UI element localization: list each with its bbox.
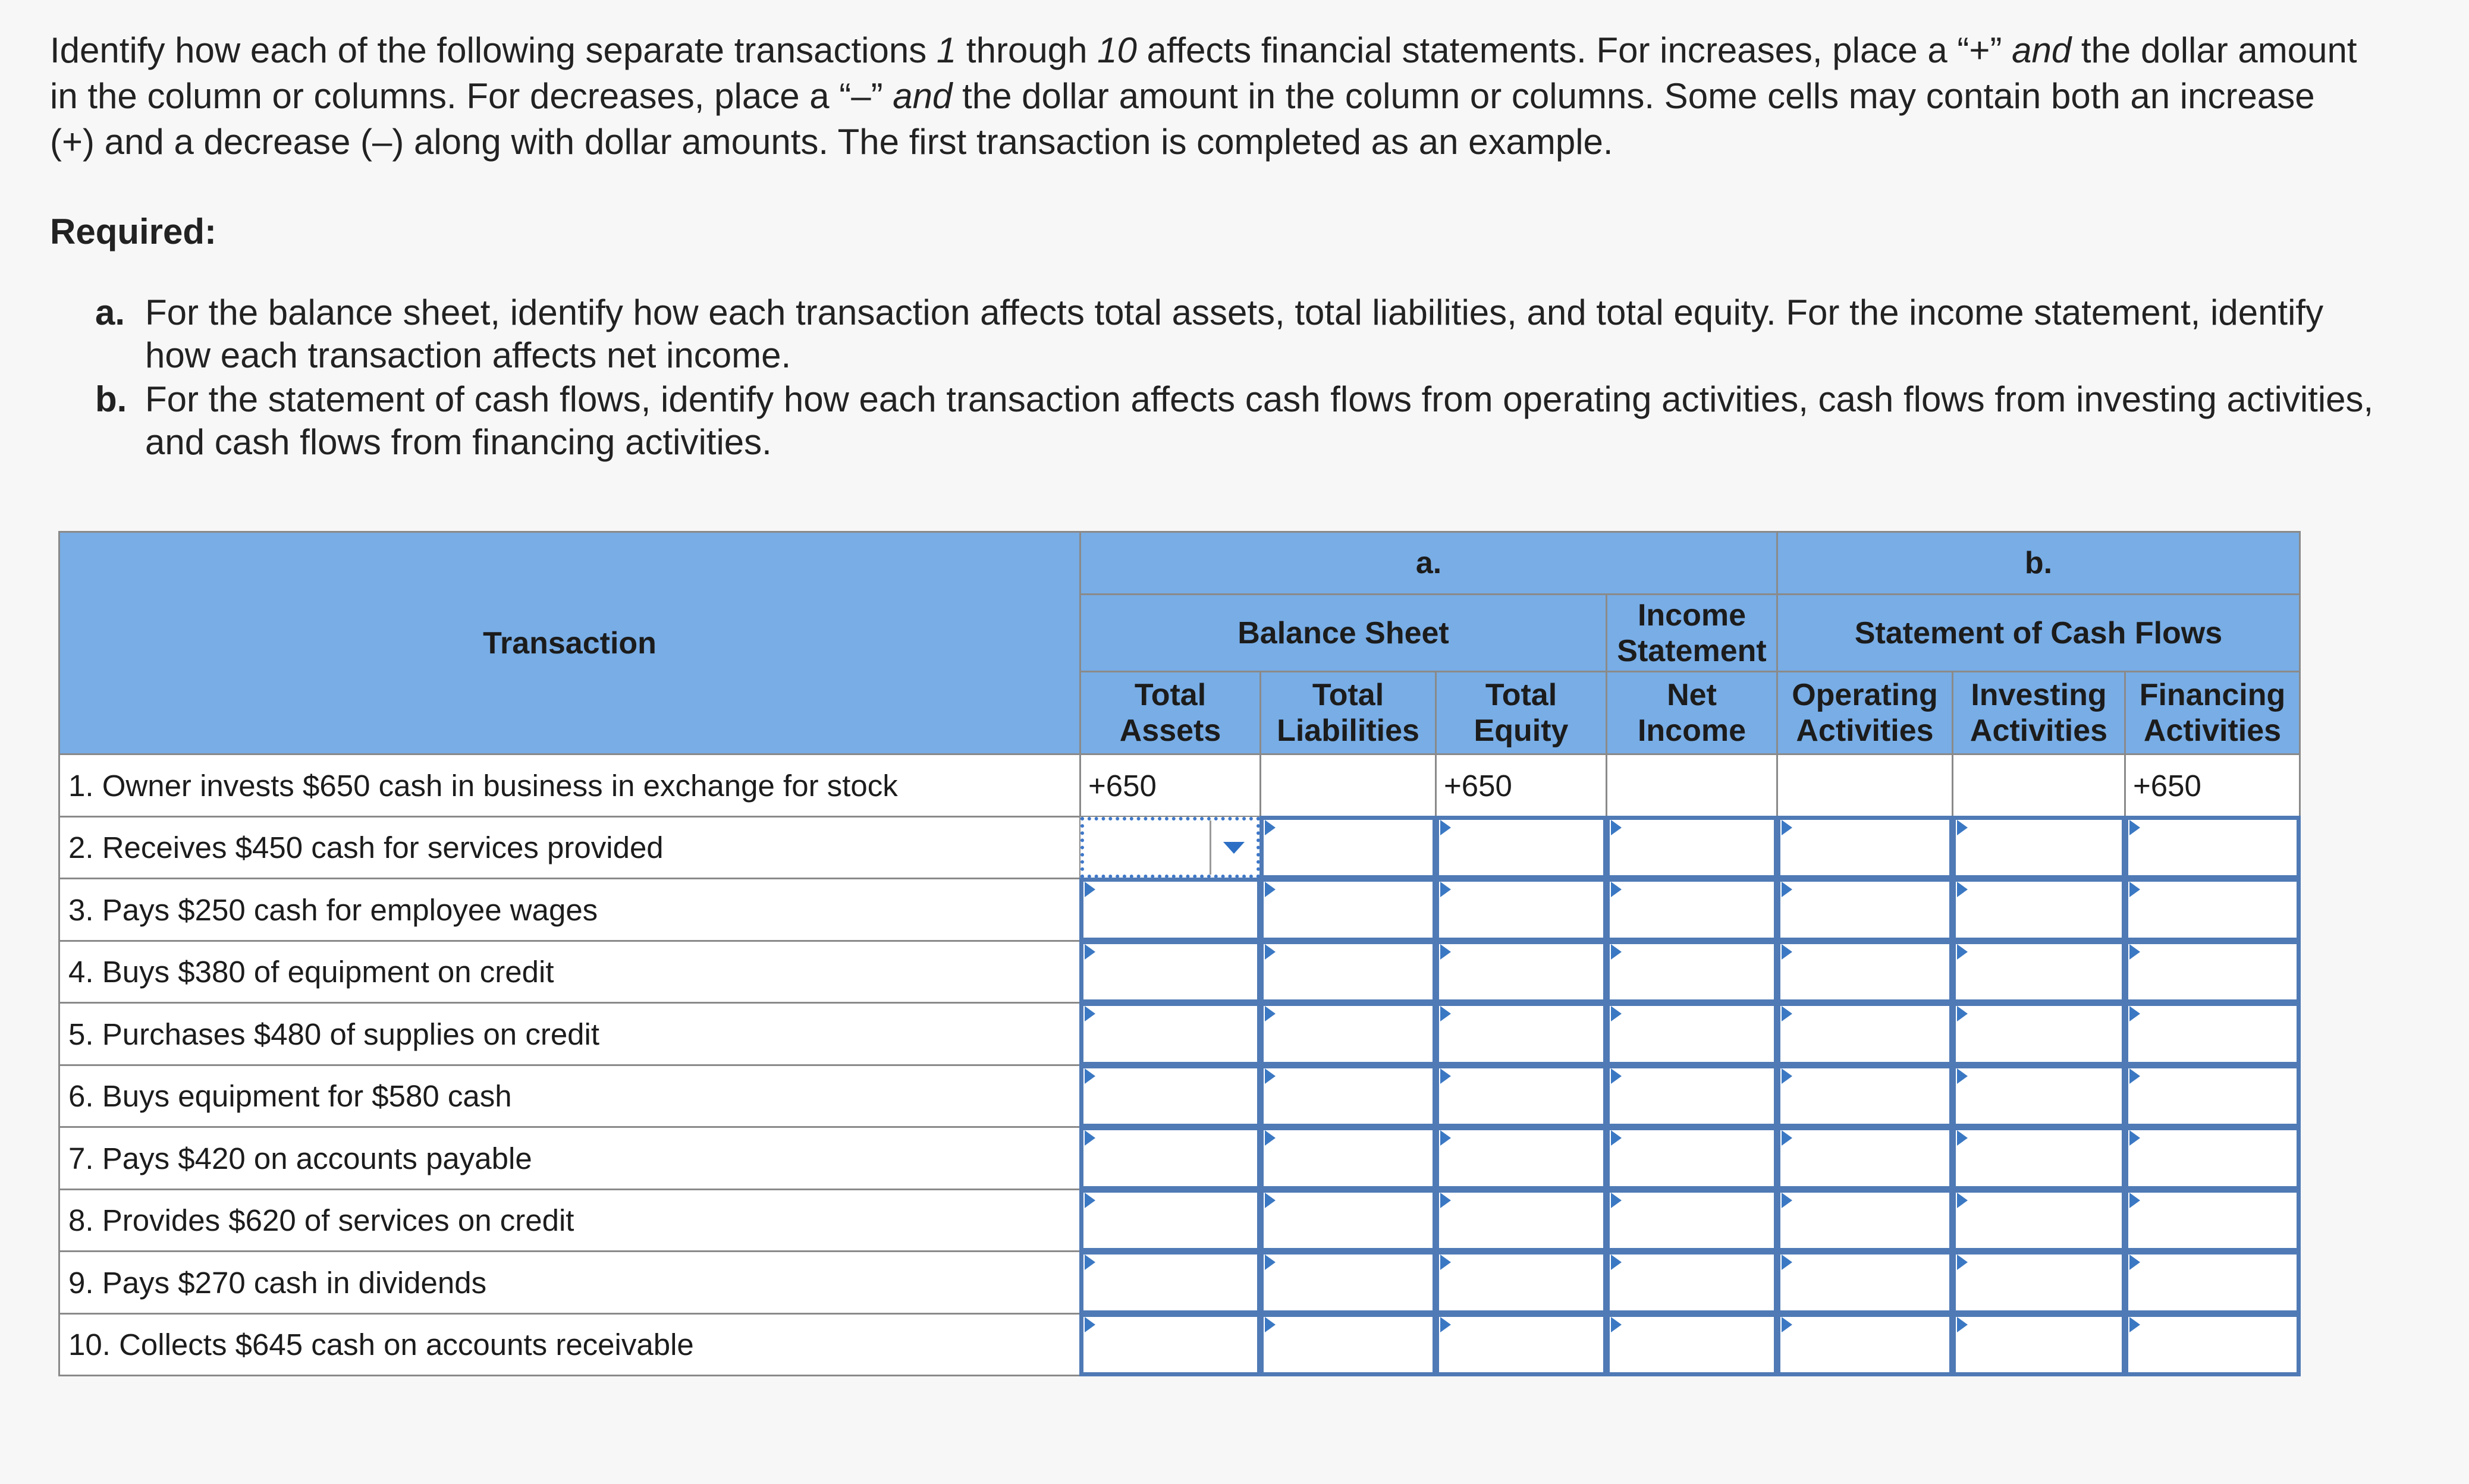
net-income-header-text: Net Income xyxy=(1637,678,1746,748)
total-equity-input[interactable] xyxy=(1435,878,1607,942)
net-income-input[interactable] xyxy=(1606,1189,1778,1252)
net-income-input[interactable] xyxy=(1606,878,1778,942)
transaction-label xyxy=(58,940,1081,1004)
total-equity-input[interactable] xyxy=(1435,1189,1607,1252)
financing-activities-input[interactable] xyxy=(2124,1126,2301,1190)
total-assets-input[interactable] xyxy=(1079,1064,1261,1128)
transaction-label-text: 9. Pays $270 cash in dividends xyxy=(68,1265,487,1300)
group-a-header-text: a. xyxy=(1415,546,1442,580)
transaction-label xyxy=(58,816,1081,879)
operating-activities-input[interactable] xyxy=(1776,1189,1953,1252)
investing-activities-input[interactable] xyxy=(1952,816,2126,879)
investing-activities-input[interactable] xyxy=(1952,940,2126,1004)
requirement-text: For the balance sheet, identify how each transaction affects total assets, total liabilities, and total equity. For the income statement, identify how each transaction affects net income. xyxy=(145,293,2324,375)
total-equity-header xyxy=(1435,671,1607,755)
transaction-header-text: Transaction xyxy=(483,625,656,661)
total-assets-input[interactable] xyxy=(1079,1126,1261,1190)
operating-activities-input[interactable] xyxy=(1776,1064,1953,1128)
net-income-input[interactable] xyxy=(1606,940,1778,1004)
income-statement-header-text: Income Statement xyxy=(1617,598,1767,668)
transaction-label-text: 3. Pays $250 cash for employee wages xyxy=(68,892,598,927)
transaction-label-text: 2. Receives $450 cash for services provided xyxy=(68,831,664,864)
total-assets-input[interactable] xyxy=(1079,1189,1261,1252)
investing-activities-input[interactable] xyxy=(1952,1064,2126,1128)
operating-activities-input[interactable] xyxy=(1776,1002,1953,1066)
cash-flows-header xyxy=(1776,593,2301,672)
transaction-label-text: 1. Owner invests $650 cash in business in exchange for stock xyxy=(68,768,898,803)
total-liabilities-header-text: Total Liabilities xyxy=(1277,678,1419,748)
total-equity-input[interactable] xyxy=(1435,1313,1607,1376)
transaction-header xyxy=(58,531,1081,755)
total-equity-value-text: +650 xyxy=(1444,768,1512,803)
total-assets-value xyxy=(1079,753,1261,818)
investing-activities-header xyxy=(1952,671,2126,755)
financing-activities-input[interactable] xyxy=(2124,1189,2301,1252)
total-assets-dropdown[interactable] xyxy=(1080,817,1260,878)
transaction-label xyxy=(58,1126,1081,1190)
requirement-text: For the statement of cash flows, identify how each transaction affects cash flows from operating activities, cash flows from investing activities, and cash flows from financing activities. xyxy=(145,379,2374,462)
transaction-label xyxy=(58,1002,1081,1066)
instructions-part: affects financial statements. For increases, place a “+” xyxy=(1136,30,2012,70)
transaction-label-text: 7. Pays $420 on accounts payable xyxy=(68,1141,532,1175)
transaction-label-text: 8. Provides $620 of services on credit xyxy=(68,1203,574,1237)
operating-activities-input[interactable] xyxy=(1776,1250,1953,1315)
total-liabilities-input[interactable] xyxy=(1259,1250,1437,1315)
required-heading: Required: xyxy=(50,212,217,251)
instructions-part: 1 xyxy=(936,30,957,70)
financing-activities-input[interactable] xyxy=(2124,1064,2301,1128)
net-income-input[interactable] xyxy=(1606,1126,1778,1190)
net-income-value xyxy=(1606,753,1778,818)
instructions-part: through xyxy=(956,30,1098,70)
investing-activities-input[interactable] xyxy=(1952,1189,2126,1252)
total-equity-input[interactable] xyxy=(1435,816,1607,879)
total-equity-value xyxy=(1435,753,1607,818)
total-assets-input[interactable] xyxy=(1079,940,1261,1004)
investing-activities-input[interactable] xyxy=(1952,1250,2126,1315)
group-a-header xyxy=(1079,531,1778,595)
total-liabilities-input[interactable] xyxy=(1259,1064,1437,1128)
total-assets-value-text: +650 xyxy=(1088,768,1157,803)
transaction-label xyxy=(58,1064,1081,1128)
instructions-part: and xyxy=(2012,30,2072,70)
investing-activities-input[interactable] xyxy=(1952,878,2126,942)
financing-activities-input[interactable] xyxy=(2124,940,2301,1004)
net-income-input[interactable] xyxy=(1606,1313,1778,1376)
investing-activities-header-text: Investing Activities xyxy=(1969,678,2108,748)
requirement-label: a. xyxy=(95,293,125,332)
total-assets-input[interactable] xyxy=(1079,1250,1261,1315)
total-equity-input[interactable] xyxy=(1435,1064,1607,1128)
total-liabilities-input[interactable] xyxy=(1259,816,1437,879)
total-equity-input[interactable] xyxy=(1435,1002,1607,1066)
total-assets-header-text: Total Assets xyxy=(1119,678,1221,748)
transaction-label xyxy=(58,1189,1081,1252)
financing-activities-input[interactable] xyxy=(2124,1313,2301,1376)
operating-activities-header xyxy=(1776,671,1953,755)
financing-activities-input[interactable] xyxy=(2124,878,2301,942)
total-equity-header-text: Total Equity xyxy=(1474,678,1569,748)
operating-activities-input[interactable] xyxy=(1776,940,1953,1004)
financing-activities-input[interactable] xyxy=(2124,816,2301,879)
investing-activities-input[interactable] xyxy=(1952,1313,2126,1376)
financing-activities-value xyxy=(2124,753,2301,818)
balance-sheet-header xyxy=(1079,593,1607,672)
instructions-part: Identify how each of the following separate transactions xyxy=(50,30,937,70)
balance-sheet-header-text: Balance Sheet xyxy=(1237,615,1449,650)
financing-activities-header-text: Financing Activities xyxy=(2139,678,2286,748)
transaction-label-text: 5. Purchases $480 of supplies on credit xyxy=(68,1017,600,1051)
transaction-label-text: 4. Buys $380 of equipment on credit xyxy=(68,955,554,989)
financing-activities-input[interactable] xyxy=(2124,1250,2301,1315)
net-income-input[interactable] xyxy=(1606,1064,1778,1128)
instructions-part: the dollar amount in the column or columns. Some cells may contain both an increase (+) and a decrease (–) along with dollar amounts. The first transaction is completed as an example. xyxy=(50,76,2315,162)
financing-activities-input[interactable] xyxy=(2124,1002,2301,1066)
financing-activities-value-text: +650 xyxy=(2133,768,2201,803)
net-income-input[interactable] xyxy=(1606,1250,1778,1315)
income-statement-header xyxy=(1606,593,1778,672)
cash-flows-header-text: Statement of Cash Flows xyxy=(1854,615,2223,650)
total-liabilities-input[interactable] xyxy=(1259,878,1437,942)
total-equity-input[interactable] xyxy=(1435,1250,1607,1315)
total-liabilities-input[interactable] xyxy=(1259,940,1437,1004)
operating-activities-value xyxy=(1776,753,1953,818)
instructions-part: 10 xyxy=(1097,30,1137,70)
total-liabilities-input[interactable] xyxy=(1259,1126,1437,1190)
requirement-label: b. xyxy=(95,379,127,419)
total-assets-input[interactable] xyxy=(1079,878,1261,942)
total-liabilities-value xyxy=(1259,753,1437,818)
total-assets-input[interactable] xyxy=(1079,1002,1261,1066)
instructions-part: and xyxy=(893,76,953,116)
operating-activities-input[interactable] xyxy=(1776,816,1953,879)
investing-activities-input[interactable] xyxy=(1952,1126,2126,1190)
total-liabilities-header xyxy=(1259,671,1437,755)
transaction-label xyxy=(58,1313,1081,1376)
total-liabilities-input[interactable] xyxy=(1259,1313,1437,1376)
total-liabilities-input[interactable] xyxy=(1259,1002,1437,1066)
operating-activities-input[interactable] xyxy=(1776,1126,1953,1190)
transaction-label xyxy=(58,1250,1081,1315)
group-b-header-text: b. xyxy=(2024,546,2053,580)
transaction-label xyxy=(58,753,1081,818)
total-assets-header xyxy=(1079,671,1261,755)
net-income-input[interactable] xyxy=(1606,1002,1778,1066)
operating-activities-input[interactable] xyxy=(1776,878,1953,942)
group-b-header xyxy=(1776,531,2301,595)
net-income-input[interactable] xyxy=(1606,816,1778,879)
financing-activities-header xyxy=(2124,671,2301,755)
operating-activities-input[interactable] xyxy=(1776,1313,1953,1376)
total-assets-input[interactable] xyxy=(1079,1313,1261,1376)
investing-activities-input[interactable] xyxy=(1952,1002,2126,1066)
investing-activities-value xyxy=(1952,753,2126,818)
total-liabilities-input[interactable] xyxy=(1259,1189,1437,1252)
instructions-part: the dollar amount in the column or columns. For decreases, place a “–” xyxy=(50,30,2357,116)
total-equity-input[interactable] xyxy=(1435,1126,1607,1190)
net-income-header xyxy=(1606,671,1778,755)
transaction-label-text: 6. Buys equipment for $580 cash xyxy=(68,1079,512,1113)
transaction-label xyxy=(58,878,1081,942)
transaction-label-text: 10. Collects $645 cash on accounts receivable xyxy=(68,1328,694,1362)
chevron-down-icon[interactable] xyxy=(1210,820,1257,875)
total-equity-input[interactable] xyxy=(1435,940,1607,1004)
operating-activities-header-text: Operating Activities xyxy=(1792,678,1938,748)
